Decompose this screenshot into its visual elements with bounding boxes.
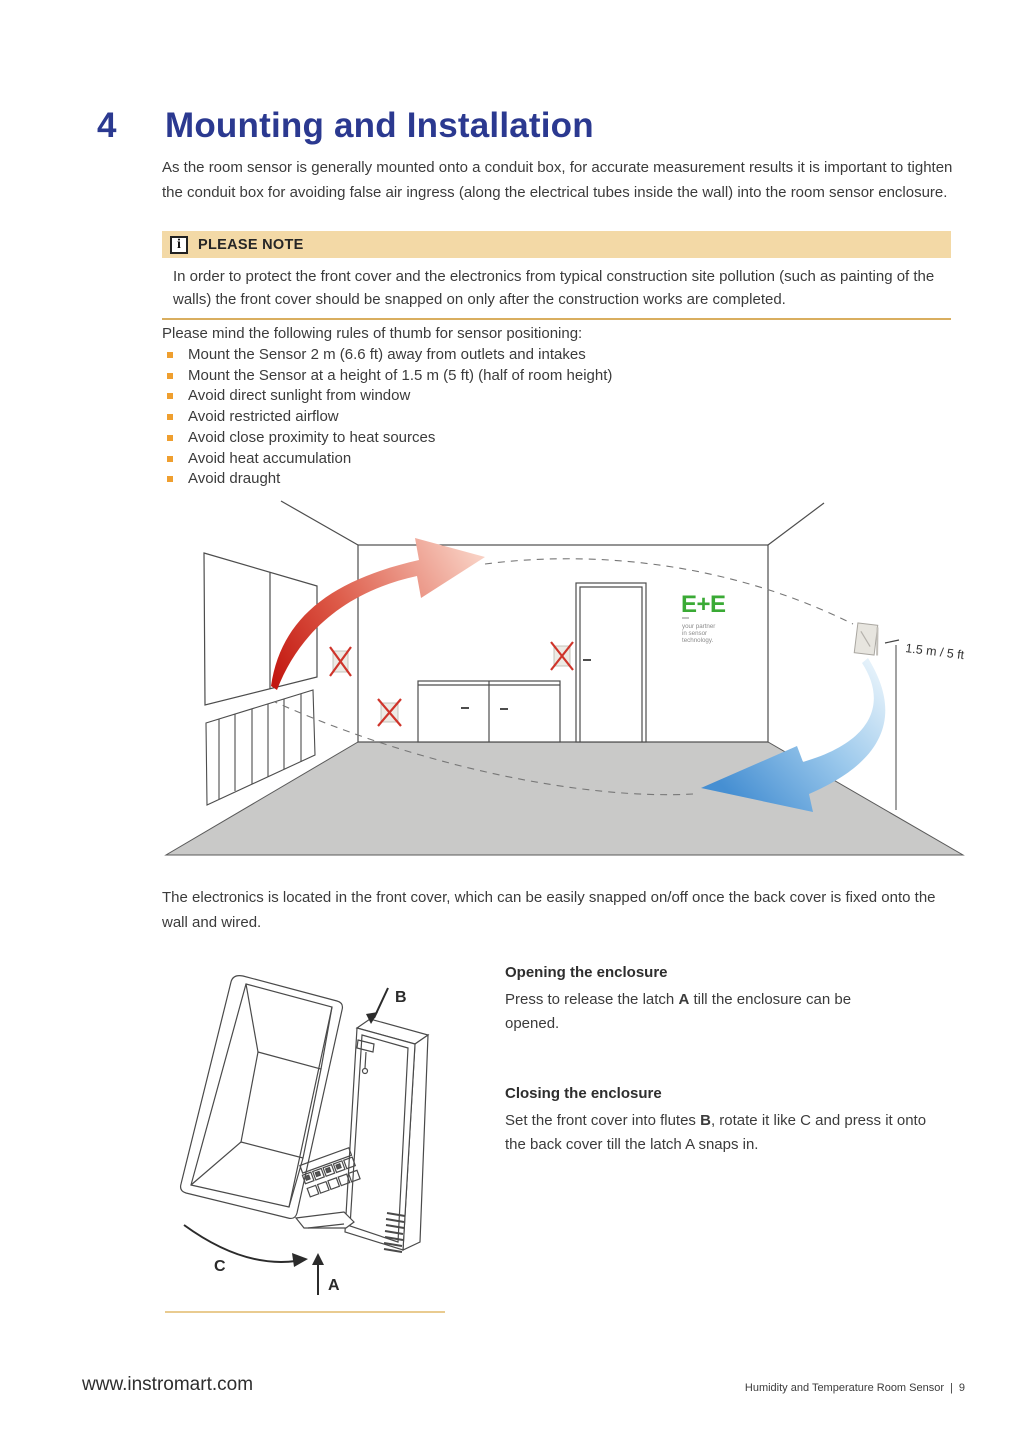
footer-page-number: 9 — [958, 1382, 965, 1394]
ee-tagline-line: technology. — [682, 637, 714, 644]
electronics-paragraph: The electronics is located in the front cover, which can be easily snapped on/off once the back cover is fixed onto the wall and wired. — [162, 889, 936, 931]
list-item: Mount the Sensor 2 m (6.6 ft) away from outlets and intakes — [162, 345, 612, 366]
door — [576, 583, 646, 742]
bad-position-marker — [551, 642, 573, 670]
rules-list — [162, 345, 612, 490]
closing-text — [505, 1109, 949, 1157]
bad-position-marker — [330, 647, 351, 676]
note-box — [162, 231, 951, 320]
height-dimension — [885, 640, 965, 810]
opening-text — [505, 988, 903, 1036]
flutes-b-ref: B — [700, 1112, 711, 1129]
closing-text-part: Set the front cover into flutes — [505, 1112, 701, 1129]
opening-text-part: till the enclosure can be opened. — [505, 991, 852, 1032]
note-header — [162, 231, 951, 258]
height-dimension-label: 1.5 m / 5 ft — [904, 641, 965, 663]
ee-logo-text: E+E — [681, 591, 726, 618]
latch-a-ref: A — [678, 991, 690, 1008]
label-b: B — [395, 989, 407, 1006]
opening-text-part: Press to release the latch — [505, 991, 679, 1008]
list-item: Avoid close proximity to heat sources — [162, 428, 612, 449]
list-item: Avoid restricted airflow — [162, 407, 612, 428]
ee-tagline-line: your partner — [682, 623, 716, 630]
enclosure-diagram — [158, 960, 458, 1318]
note-label: PLEASE NOTE — [198, 236, 304, 253]
info-icon: i — [170, 236, 188, 254]
front-cover — [181, 976, 343, 1219]
closing-heading: Closing the enclosure — [505, 1085, 662, 1102]
bad-position-marker — [378, 699, 401, 726]
back-cover — [345, 1019, 428, 1250]
room-sensor — [854, 623, 880, 656]
ee-tagline-line: in sensor — [682, 630, 708, 637]
list-item: Mount the Sensor at a height of 1.5 m (5 ft) (half of room height) — [162, 366, 612, 387]
rules-intro: Please mind the following rules of thumb for sensor positioning: — [162, 325, 583, 342]
note-text: In order to protect the front cover and the electronics from typical construction site pollution (such as painting of the walls) the front cover should be snapped on only after the construction works are completed. — [162, 258, 951, 320]
label-c: C — [214, 1258, 226, 1275]
latch — [296, 1212, 354, 1228]
footer-separator: | — [950, 1382, 953, 1394]
section-number: 4 — [97, 106, 117, 145]
list-item: Avoid draught — [162, 469, 612, 490]
footer-doc-info — [742, 1382, 968, 1394]
label-a: A — [328, 1277, 340, 1294]
list-item: Avoid direct sunlight from window — [162, 386, 612, 407]
footer-doc-title: Humidity and Temperature Room Sensor — [744, 1382, 945, 1394]
room-positioning-diagram — [163, 500, 975, 868]
closing-text-part: , rotate it like C and press it onto the back cover till the latch A snaps in. — [505, 1112, 927, 1153]
list-item: Avoid heat accumulation — [162, 449, 612, 470]
footer-website-link[interactable]: www.instromart.com — [82, 1374, 254, 1395]
cabinet — [418, 681, 560, 742]
page-title: Mounting and Installation — [165, 106, 594, 145]
opening-heading: Opening the enclosure — [505, 964, 668, 981]
intro-paragraph: As the room sensor is generally mounted onto a conduit box, for accurate measurement results it is important to tighten the conduit box for avoiding false air ingress (along the electrical tubes inside the wall) into the room sensor enclosure. — [162, 159, 953, 201]
